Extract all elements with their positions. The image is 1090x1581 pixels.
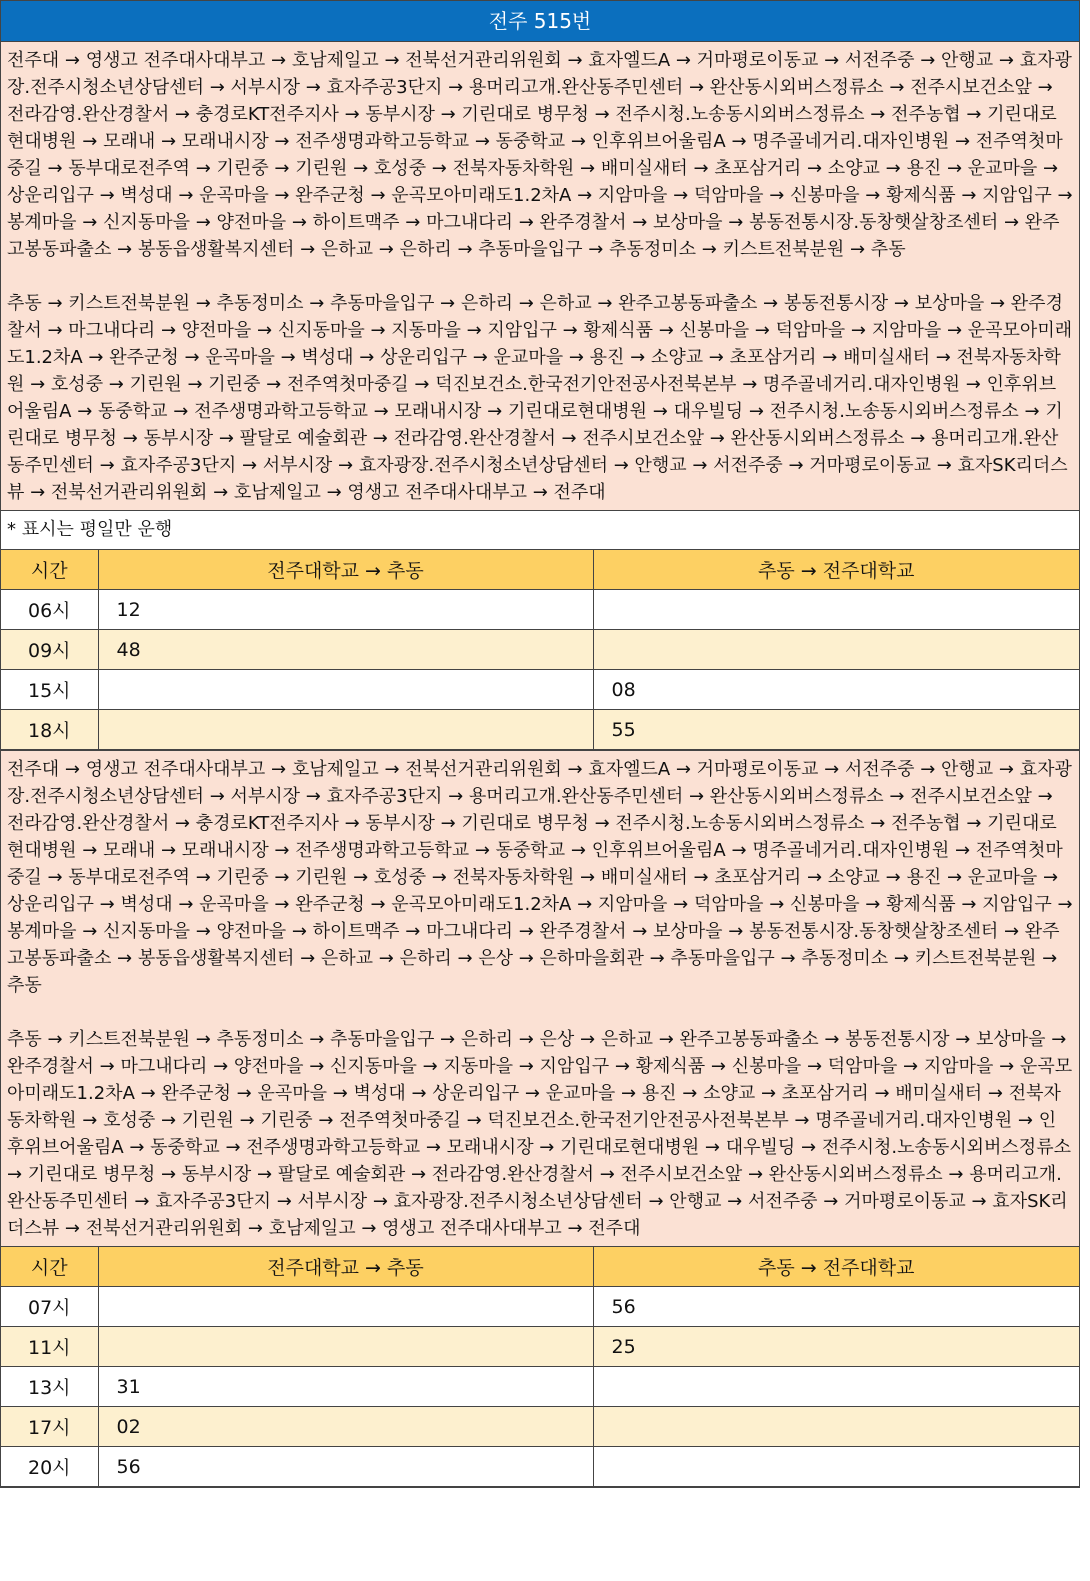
outbound-minute-cell [98, 1327, 593, 1367]
table-row [1, 670, 1079, 710]
route-section-2 [1, 750, 1079, 1247]
outbound-column-header: 전주대학교 → 추동 [98, 1247, 593, 1287]
table-row [1, 1367, 1079, 1407]
hour-column-header: 시간 [1, 550, 98, 590]
timetable-2 [1, 1247, 1079, 1487]
inbound-minute-cell [593, 1407, 1079, 1447]
outbound-minute-cell: 48 [98, 630, 593, 670]
hour-column-header: 시간 [1, 1247, 98, 1287]
hour-cell: 13시 [1, 1367, 98, 1407]
outbound-minute-cell: 12 [98, 590, 593, 630]
inbound-column-header: 추동 → 전주대학교 [593, 1247, 1079, 1287]
inbound-minute-cell: 55 [593, 710, 1079, 750]
inbound-minute-cell: 08 [593, 670, 1079, 710]
timetable-1 [1, 550, 1079, 750]
inbound-minute-cell: 56 [593, 1287, 1079, 1327]
timetable-header-row [1, 550, 1079, 590]
inbound-column-header: 추동 → 전주대학교 [593, 550, 1079, 590]
outbound-minute-cell: 02 [98, 1407, 593, 1447]
inbound-minute-cell [593, 1447, 1079, 1487]
table-row [1, 1407, 1079, 1447]
hour-cell: 17시 [1, 1407, 98, 1447]
route-outbound-text: 전주대 → 영생고 전주대사대부고 → 호남제일고 → 전북선거관리위원회 → 효자엘드A → 거마평로이동교 → 서전주중 → 안행교 → 효자광장.전주시청소년상담센터 → 서부시장 → 효자주공3단지 → 용머리고개.완산동주민센터 → 완산동시외버스정류소 → 전주시보건소앞 → 전라감영.완산경찰서 → 충경로KT전주지사 → 동부시장 → 기린대로 병무청 → 전주시청.노송동시외버스정류소 → 전주농협 → 기린대로현대병원 → 모래내 → 모래내시장 → 전주생명과학고등학교 → 동중학교 → 인후위브어울림A → 명주골네거리.대자인병원 → 전주역첫마중길 → 동부대로전주역 → 기린중 → 기린원 → 호성중 → 전북자동차학원 → 배미실새터 → 초포삼거리 → 소양교 → 용진 → 운교마을 → 상운리입구 → 벽성대 → 운곡마을 → 완주군청 → 운곡모아미래도1.2차A → 지암마을 → 덕암마을 → 신봉마을 → 황제식품 → 지암입구 → 봉계마을 → 신지동마을 → 양전마을 → 하이트맥주 → 마그내다리 → 완주경찰서 → 보상마을 → 봉동전통시장.동창햇살창조센터 → 완주고봉동파출소 → 봉동읍생활복지센터 → 은하교 → 은하리 → 은상 → 은하마을회관 → 추동마을입구 → 추동정미소 → 키스트전북분원 → 추동 [7, 759, 1073, 996]
outbound-minute-cell: 31 [98, 1367, 593, 1407]
hour-cell: 06시 [1, 590, 98, 630]
hour-cell: 20시 [1, 1447, 98, 1487]
route-section-1 [1, 42, 1079, 511]
page-title: 전주 515번 [1, 1, 1079, 42]
outbound-minute-cell [98, 710, 593, 750]
hour-cell: 11시 [1, 1327, 98, 1367]
route-inbound-text: 추동 → 키스트전북분원 → 추동정미소 → 추동마을입구 → 은하리 → 은상 → 은하교 → 완주고봉동파출소 → 봉동전통시장 → 보상마을 → 완주경찰서 → 마그내다리 → 양전마을 → 신지동마을 → 지동마을 → 지암입구 → 황제식품 → 신봉마을 → 덕암마을 → 지암마을 → 운곡모아미래도1.2차A → 완주군청 → 운곡마을 → 벽성대 → 상운리입구 → 운교마을 → 용진 → 소양교 → 초포삼거리 → 배미실새터 → 전북자동차학원 → 호성중 → 기린원 → 기린중 → 전주역첫마중길 → 덕진보건소.한국전기안전공사전북본부 → 명주골네거리.대자인병원 → 인후위브어울림A → 동중학교 → 전주생명과학고등학교 → 모래내시장 → 기린대로현대병원 → 대우빌딩 → 전주시청.노송동시외버스정류소 → 기린대로 병무청 → 동부시장 → 팔달로 예술회관 → 전라감영.완산경찰서 → 전주시보건소앞 → 완산동시외버스정류소 → 용머리고개.완산동주민센터 → 효자주공3단지 → 서부시장 → 효자광장.전주시청소년상담센터 → 안행교 → 서전주중 → 거마평로이동교 → 효자SK리더스뷰 → 전북선거관리위원회 → 호남제일고 → 영생고 전주대사대부고 → 전주대 [7, 1029, 1073, 1239]
weekday-note: * 표시는 평일만 운행 [1, 511, 1079, 550]
table-row [1, 1327, 1079, 1367]
inbound-minute-cell: 25 [593, 1327, 1079, 1367]
table-row [1, 1287, 1079, 1327]
outbound-minute-cell: 56 [98, 1447, 593, 1487]
table-row [1, 590, 1079, 630]
outbound-minute-cell [98, 670, 593, 710]
inbound-minute-cell [593, 630, 1079, 670]
route-outbound-text: 전주대 → 영생고 전주대사대부고 → 호남제일고 → 전북선거관리위원회 → 효자엘드A → 거마평로이동교 → 서전주중 → 안행교 → 효자광장.전주시청소년상담센터 → 서부시장 → 효자주공3단지 → 용머리고개.완산동주민센터 → 완산동시외버스정류소 → 전주시보건소앞 → 전라감영.완산경찰서 → 충경로KT전주지사 → 동부시장 → 기린대로 병무청 → 전주시청.노송동시외버스정류소 → 전주농협 → 기린대로현대병원 → 모래내 → 모래내시장 → 전주생명과학고등학교 → 동중학교 → 인후위브어울림A → 명주골네거리.대자인병원 → 전주역첫마중길 → 동부대로전주역 → 기린중 → 기린원 → 호성중 → 전북자동차학원 → 배미실새터 → 초포삼거리 → 소양교 → 용진 → 운교마을 → 상운리입구 → 벽성대 → 운곡마을 → 완주군청 → 운곡모아미래도1.2차A → 지암마을 → 덕암마을 → 신봉마을 → 황제식품 → 지암입구 → 봉계마을 → 신지동마을 → 양전마을 → 하이트맥주 → 마그내다리 → 완주경찰서 → 보상마을 → 봉동전통시장.동창햇살창조센터 → 완주고봉동파출소 → 봉동읍생활복지센터 → 은하교 → 은하리 → 추동마을입구 → 추동정미소 → 키스트전북분원 → 추동 [7, 50, 1073, 260]
hour-cell: 07시 [1, 1287, 98, 1327]
hour-cell: 18시 [1, 710, 98, 750]
table-row [1, 1447, 1079, 1487]
outbound-column-header: 전주대학교 → 추동 [98, 550, 593, 590]
table-row [1, 710, 1079, 750]
hour-cell: 09시 [1, 630, 98, 670]
inbound-minute-cell [593, 1367, 1079, 1407]
route-inbound-text: 추동 → 키스트전북분원 → 추동정미소 → 추동마을입구 → 은하리 → 은하교 → 완주고봉동파출소 → 봉동전통시장 → 보상마을 → 완주경찰서 → 마그내다리 → 양전마을 → 신지동마을 → 지동마을 → 지암입구 → 황제식품 → 신봉마을 → 덕암마을 → 지암마을 → 운곡모아미래도1.2차A → 완주군청 → 운곡마을 → 벽성대 → 상운리입구 → 운교마을 → 용진 → 소양교 → 초포삼거리 → 배미실새터 → 전북자동차학원 → 호성중 → 기린원 → 기린중 → 전주역첫마중길 → 덕진보건소.한국전기안전공사전북본부 → 명주골네거리.대자인병원 → 인후위브어울림A → 동중학교 → 전주생명과학고등학교 → 모래내시장 → 기린대로현대병원 → 대우빌딩 → 전주시청.노송동시외버스정류소 → 기린대로 병무청 → 동부시장 → 팔달로 예술회관 → 전라감영.완산경찰서 → 전주시보건소앞 → 완산동시외버스정류소 → 용머리고개.완산동주민센터 → 효자주공3단지 → 서부시장 → 효자광장.전주시청소년상담센터 → 안행교 → 서전주중 → 거마평로이동교 → 효자SK리더스뷰 → 전북선거관리위원회 → 호남제일고 → 영생고 전주대사대부고 → 전주대 [7, 293, 1073, 503]
timetable-header-row [1, 1247, 1079, 1287]
outbound-minute-cell [98, 1287, 593, 1327]
table-row [1, 630, 1079, 670]
inbound-minute-cell [593, 590, 1079, 630]
hour-cell: 15시 [1, 670, 98, 710]
